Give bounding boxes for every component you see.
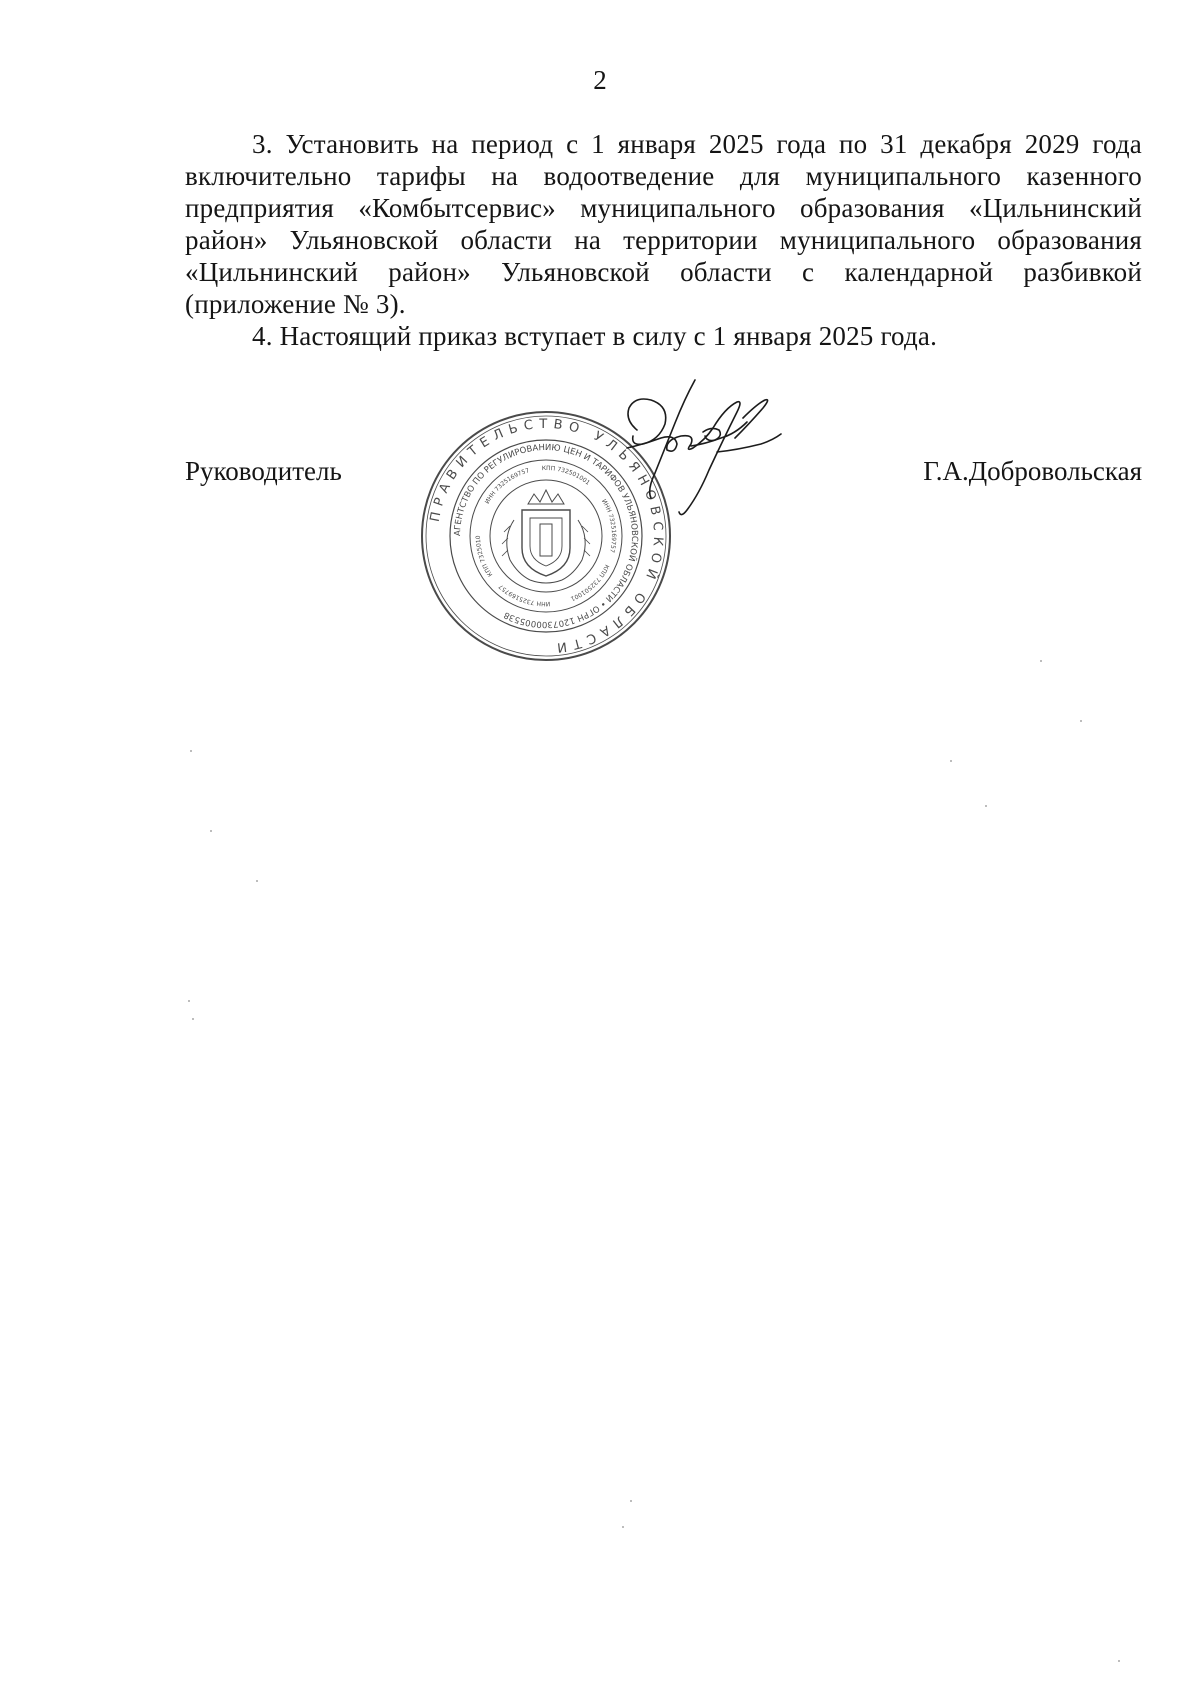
handwritten-signature bbox=[625, 378, 785, 528]
scan-speck bbox=[630, 1500, 632, 1502]
seal-kpp-bottom: КПП 7325010 bbox=[474, 535, 495, 578]
scan-speck bbox=[188, 1000, 190, 1002]
scan-speck bbox=[1080, 720, 1082, 722]
signatory-title: Руководитель bbox=[185, 456, 342, 486]
scan-speck bbox=[985, 805, 987, 807]
seal-inner-text: АГЕНТСТВО ПО РЕГУЛИРОВАНИЮ ЦЕН И ТАРИФОВ УЛЬЯНОВСКОЙ ОБЛАСТИ • ОГРН 1207300005538 bbox=[452, 442, 640, 630]
scan-speck bbox=[190, 750, 192, 752]
order-body bbox=[185, 128, 1142, 352]
page-number: 2 bbox=[593, 65, 607, 95]
paragraph-3: 3. Установить на период с 1 января 2025 года по 31 декабря 2029 года включительно тарифы на водоотведение для муниципального казенного предприятия «Комбытсервис» муниципального образования «Цильнинский район» Ульяновской области на территории муниципального образования «Цильнинский район» Ульяновской области с календарной разбивкой (приложение № 3). bbox=[185, 129, 1142, 319]
scan-speck bbox=[192, 1018, 194, 1020]
seal-inn-top: ИНН 7325169757 bbox=[483, 467, 531, 506]
seal-inn-bottom: ИНН 7325169757 bbox=[497, 582, 551, 608]
seal-outer-text: ПРАВИТЕЛЬСТВО УЛЬЯНОВСКОЙ ОБЛАСТИ bbox=[427, 416, 666, 656]
seal-inn-right: ИНН 7325169757 bbox=[600, 498, 618, 554]
coat-of-arms-icon bbox=[502, 490, 590, 583]
paragraph-4: 4. Настоящий приказ вступает в силу с 1 января 2025 года. bbox=[252, 321, 938, 351]
scan-speck bbox=[256, 880, 258, 882]
scan-speck bbox=[950, 760, 952, 762]
scan-speck bbox=[1118, 1660, 1120, 1662]
signatory-name: Г.А.Добровольская bbox=[923, 456, 1142, 486]
scan-speck bbox=[1040, 660, 1042, 662]
seal-kpp-right: КПП 732501001 bbox=[569, 563, 611, 602]
scan-speck bbox=[622, 1526, 624, 1528]
scan-speck bbox=[210, 830, 212, 832]
seal-kpp-top: КПП 732501001 bbox=[541, 464, 592, 487]
